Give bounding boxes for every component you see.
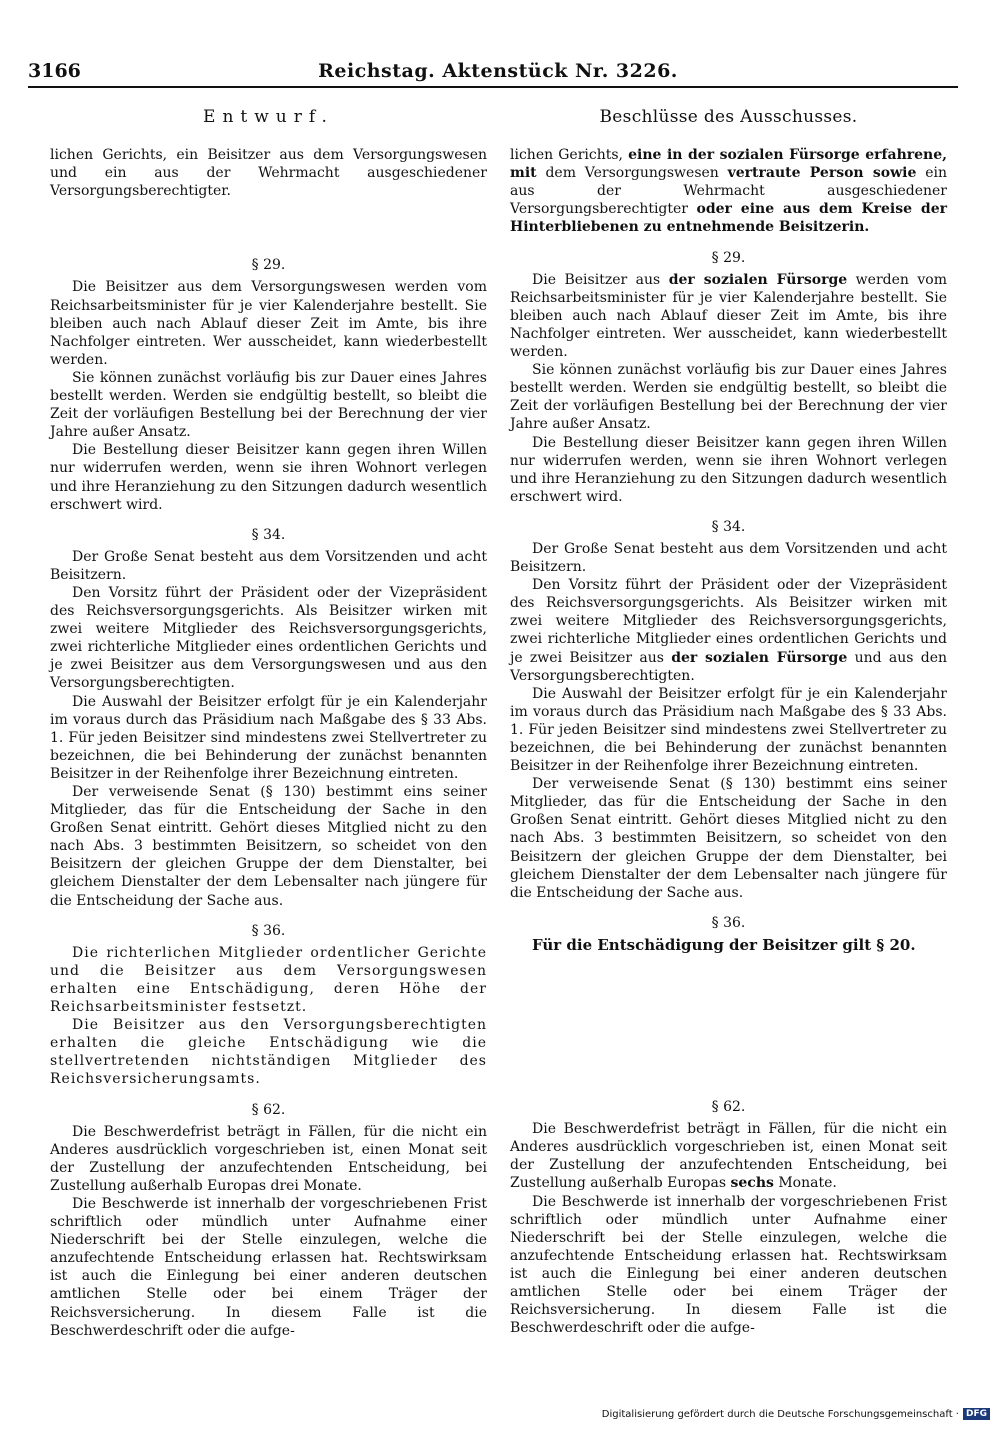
left-column-heading: Entwurf. [203, 107, 334, 127]
left-s36-para2: Die Beisitzer aus den Versorgungsberechtigten erhalten die gleiche Entschädigung wie die stellvertretenden nichtständigen Mitglieder des Reichsversicherungsamts. [50, 1017, 487, 1088]
right-s29-para3: Die Bestellung dieser Beisitzer kann gegen ihren Willen nur widerrufen werden, wenn sie ihren Wohnort verlegen und ihre Heranziehung zu den Sitzungen dadurch wesentlich erschwert wird. [510, 434, 947, 505]
left-intro: lichen Gerichts, ein Beisitzer aus dem Versorgungswesen und ein aus der Wehrmacht ausgeschiedener Versorgungsberechtigter. [50, 147, 487, 200]
right-section-29-title: § 29. [711, 249, 746, 266]
header-rule [28, 86, 958, 88]
left-s36-para1: Die richterlichen Mitglieder ordentlicher Gerichte und die Beisitzer aus dem Versorgungswesen erhalten eine Entschädigung, deren Höhe der Reichsarbeitsminister festsetzt. [50, 944, 487, 1016]
right-s34-para4: Der verweisende Senat (§ 130) bestimmt eins seiner Mitglieder, das für die Entscheidung der Sache in den Großen Senat eintritt. Gehört dieses Mitglied nicht zu den nach Abs. 3 bestimmten Beisitzern, so scheidet von den Beisitzern der gleichen Gruppe der dem Dienstalter, bei gleichem Dienstalter der dem Lebensalter nach jüngere für die Entscheidung der Sache aus. [510, 776, 947, 901]
right-s34-para2: Den Vorsitz führt der Präsident oder der Vizepräsident des Reichsversorgungsgerichts. Als Beisitzer wirken mit zwei weitere Mitglieder des Reichsversorgungsgerichts, zwei richterliche Mitglieder eines ordentlichen Gerichts und je zwei Beisitzer aus der sozialen Fürsorge und aus den Versorgungsberechtigten. [510, 577, 947, 684]
left-section-29-title: § 29. [251, 257, 286, 274]
left-s62-para2: Die Beschwerde ist innerhalb der vorgeschriebenen Frist schriftlich oder mündlich unter Aufnahme einer Niederschrift bei der Stelle einzulegen, welche die anzufechtende Entscheidung erlassen hat. Rechtswirksam ist auch die Einlegung bei einer anderen deutschen amtlichen Stelle oder bei einem Träger der Reichsversicherung. In diesem Falle ist die Beschwerdeschrift oder die aufge- [50, 1195, 487, 1339]
left-s29-para2: Sie können zunächst vorläufig bis zur Dauer eines Jahres bestellt werden. Werden sie endgültig bestellt, so bleibt die Zeit der vorläufigen Bestellung bei der Berechnung der vier Jahre außer Ansatz. [50, 369, 487, 441]
left-s34-para3: Die Auswahl der Beisitzer erfolgt für je ein Kalenderjahr im voraus durch das Präsidium nach Maßgabe des § 33 Abs. 1. Für jeden Beisitzer sind mindestens zwei Stellvertreter zu bezeichnen, die bei Behinderung der zunächst benannten Beisitzer in der Reihenfolge ihrer Bezeichnung eintreten. [50, 693, 487, 782]
dfg-logo: DFG [963, 1408, 990, 1420]
right-intro: lichen Gerichts, eine in der sozialen Fürsorge erfahrene, mit dem Versorgungswesen vertraute Person sowie ein aus der Wehrmacht ausgeschiedener Versorgungsberechtigter oder eine aus dem Kreise der Hinterbliebenen zu entnehmende Beisitzerin. [510, 147, 947, 236]
left-s29-para1: Die Beisitzer aus dem Versorgungswesen werden vom Reichsarbeitsminister für je vier Kalenderjahre bestellt. Sie bleiben auch nach Ablauf dieser Zeit im Amte, bis ihre Nachfolger eintreten. Wer ausscheidet, kann wiederbestellt werden. [50, 279, 487, 368]
left-section-34-title: § 34. [251, 526, 286, 543]
right-s62-para2: Die Beschwerde ist innerhalb der vorgeschriebenen Frist schriftlich oder mündlich unter Aufnahme einer Niederschrift bei der Stelle einzulegen, welche die anzufechtende Entscheidung erlassen hat. Rechtswirksam ist auch die Einlegung bei einer anderen deutschen amtlichen Stelle oder bei einem Träger der Reichsversicherung. In diesem Falle ist die Beschwerdeschrift oder die aufge- [510, 1193, 947, 1337]
left-s62-para1: Die Beschwerdefrist beträgt in Fällen, für die nicht ein Anderes ausdrücklich vorgeschrieben ist, einen Monat seit der Zustellung der anzufechtenden Entscheidung, bei Zustellung außerhalb Europas drei Monate. [50, 1123, 487, 1194]
left-section-36-title: § 36. [251, 922, 286, 939]
left-s34-para4: Der verweisende Senat (§ 130) bestimmt eins seiner Mitglieder, das für die Entscheidung der Sache in den Großen Senat eintritt. Gehört dieses Mitglied nicht zu den nach Abs. 3 bestimmten Beisitzern, so scheidet von den Beisitzern der gleichen Gruppe der dem Dienstalter, bei gleichem Dienstalter der dem Lebensalter nach jüngere für die Entscheidung der Sache aus. [50, 784, 487, 909]
left-s34-para2: Den Vorsitz führt der Präsident oder der Vizepräsident des Reichsversorgungsgerichts. Als Beisitzer wirken mit zwei weitere Mitglieder des Reichsversorgungsgerichts, zwei richterliche Mitglieder eines ordentlichen Gerichts und je zwei Beisitzer aus dem Versorgungswesen und aus den Versorgungsberechtigten. [50, 584, 487, 692]
right-s29-para1: Die Beisitzer aus der sozialen Fürsorge werden vom Reichsarbeitsminister für je vier Kalenderjahre bestellt. Sie bleiben auch nach Ablauf dieser Zeit im Amte, bis ihre Nachfolger eintreten. Wer ausscheidet, kann wiederbestellt werden. [510, 271, 948, 361]
right-s36-para1: Für die Entschädigung der Beisitzer gilt § 20. [532, 935, 916, 954]
right-section-34-title: § 34. [711, 518, 746, 535]
right-column-beschluesse [510, 108, 947, 1337]
page-header [28, 60, 968, 84]
right-section-62-title: § 62. [711, 1099, 746, 1116]
right-s62-para1: Die Beschwerdefrist beträgt in Fällen, für die nicht ein Anderes ausdrücklich vorgeschrieben ist, einen Monat seit der Zustellung der anzufechtenden Entscheidung, bei Zustellung außerhalb Europas sechs Monate. [510, 1121, 947, 1192]
right-s34-para3: Die Auswahl der Beisitzer erfolgt für je ein Kalenderjahr im voraus durch das Präsidium nach Maßgabe des § 33 Abs. 1. Für jeden Beisitzer sind mindestens zwei Stellvertreter zu bezeichnen, die bei Behinderung der zunächst benannten Beisitzer in der Reihenfolge ihrer Bezeichnung eintreten. [510, 685, 947, 775]
page-number: 3166 [28, 60, 81, 82]
left-s29-para3: Die Bestellung dieser Beisitzer kann gegen ihren Willen nur widerrufen werden, wenn sie ihren Wohnort verlegen und ihre Heranziehung zu den Sitzungen dadurch wesentlich erschwert wird. [50, 442, 487, 513]
running-title: Reichstag. Aktenstück Nr. 3226. [318, 60, 678, 82]
right-s29-para2: Sie können zunächst vorläufig bis zur Dauer eines Jahres bestellt werden. Werden sie endgültig bestellt, so bleibt die Zeit der vorläufigen Bestellung bei der Berechnung der vier Jahre außer Ansatz. [510, 362, 947, 433]
credit-text: Digitalisierung gefördert durch die Deutsche Forschungsgemeinschaft · [601, 1408, 959, 1420]
right-section-36-title: § 36. [711, 914, 746, 931]
left-section-62-title: § 62. [251, 1101, 286, 1118]
left-s34-para1: Der Große Senat besteht aus dem Vorsitzenden und acht Beisitzern. [50, 548, 487, 583]
left-column-entwurf [50, 108, 487, 1340]
right-s34-para1: Der Große Senat besteht aus dem Vorsitzenden und acht Beisitzern. [510, 540, 947, 576]
right-column-heading: Beschlüsse des Ausschusses. [599, 107, 858, 127]
digitization-credit [602, 1408, 990, 1420]
